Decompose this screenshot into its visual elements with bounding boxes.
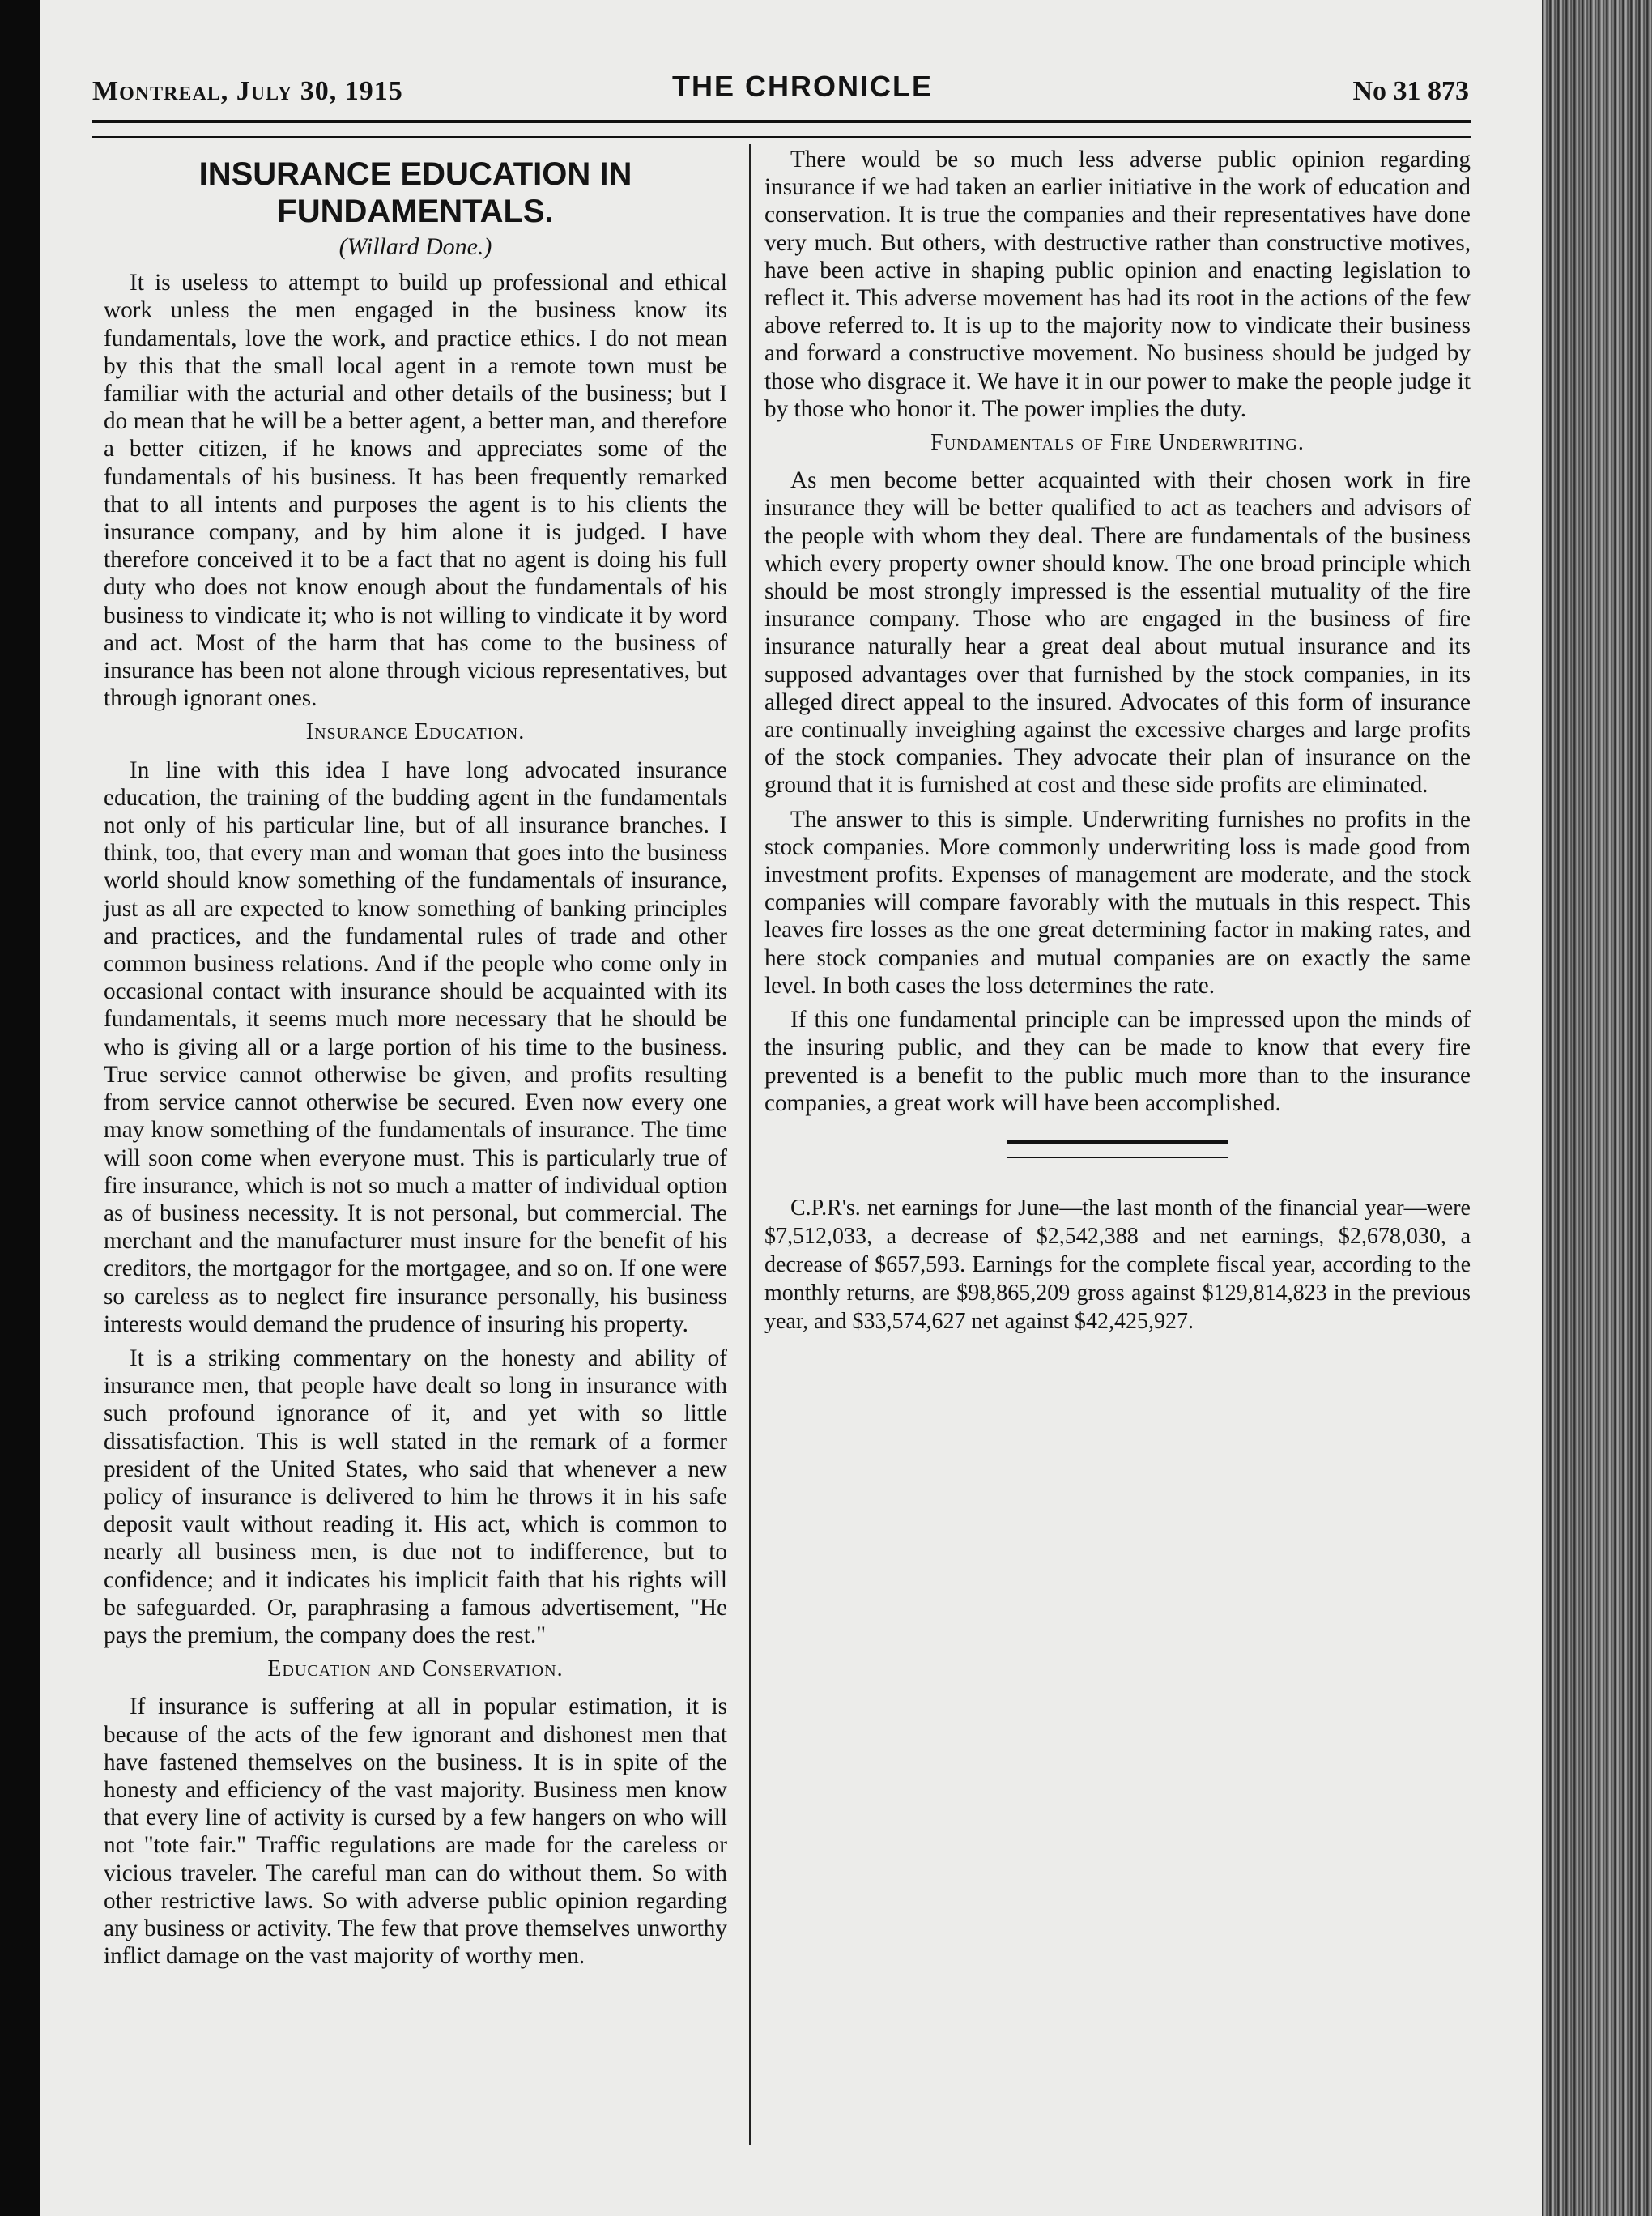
left-column xyxy=(104,146,727,1976)
article-paragraph: In line with this idea I have long advocated insurance education, the training of the budding agent in the fundamentals not only of his particular line, but of all insurance branches. I think, too, that every man and woman that goes into the business world should know something of the fundamentals of insurance, just as all are expected to know something of banking principles and practices, and the fundamental rules of trade and other common business relations. And if the people who come only in occasional contact with insurance should be acquainted with its fundamentals, it seems much more necessary that he should be who is giving all or a large portion of his time to the business. True service cannot otherwise be given, and profits resulting from service cannot otherwise be secured. Even now every one may know something of the fundamentals of insurance. The time will soon come when everyone must. This is particularly true of fire insurance, which is not so much a matter of individual option as of business necessity. It is not personal, but commercial. The merchant and the manufacturer must insure for the benefit of his creditors, the mortgagor for the mortgagee, and so on. If one were so careless as to neglect fire insurance personally, his business interests would demand the prudence of insuring his property. xyxy=(104,756,727,1337)
header-dateline: Montreal, July 30, 1915 xyxy=(92,76,403,106)
article-paragraph: There would be so much less adverse public opinion regarding insurance if we had taken an earlier initiative in the work of education and conservation. It is true the companies and their representatives have done very much. But others, with destructive rather than constructive motives, have been active in shaping public opinion and enacting legislation to reflect it. This adverse movement has had its root in the actions of the few above referred to. It is up to the majority now to vindicate their business and forward a constructive movement. No business should be judged by those who disgrace it. We have it in our power to make the people judge it by those who honor it. The power implies the duty. xyxy=(764,147,1471,422)
publication-title: THE CHRONICLE xyxy=(672,70,933,103)
news-item-text: C.P.R's. net earnings for June—the last month of the financial year—were $7,512,033, a decrease of $2,542,388 and net earnings, $2,678,030, a decrease of $657,593. Earnings for the complete fiscal year, according to the monthly returns, are $98,865,209 gross against $129,814,823 in the previous year, and $33,574,627 net against $42,425,927. xyxy=(764,1195,1471,1334)
article-intro-paragraph: It is useless to attempt to build up professional and ethical work unless the men engaged in the business know its fundamentals, love the work, and practice ethics. I do not mean by this that the small local agent in a remote town must be familiar with the acturial and other details of the business; but I do mean that he will be a better agent, a better man, and therefore a better citizen, if he knows and appreciates some of the fundamentals of his business. It has been frequently remarked that to all intents and purposes the agent is to his clients the insurance company, and by him alone it is judged. I have therefore conceived it to be a fact that no agent is doing his full duty who does not know enough about the fundamentals of his business to vindicate it; who is not willing to vindicate it by word and act. Most of the harm that has come to the business of insurance has been not alone through vicious representatives, but through ignorant ones. xyxy=(104,270,727,712)
article-title: INSURANCE EDUCATION IN FUNDAMENTALS. xyxy=(198,156,632,229)
header-double-rule xyxy=(92,120,1471,138)
column-divider xyxy=(749,144,751,2145)
right-column xyxy=(764,146,1471,1342)
article-byline: (Willard Done.) xyxy=(338,233,492,260)
article-paragraph: The answer to this is simple. Underwriting furnishes no profits in the stock companies. More commonly underwriting loss is made good from investment profits. Expenses of management are moderate, and the stock companies will compare favorably with the mutuals in this respect. This leaves fire losses as the one great determining factor in making rates, and here stock companies and mutual companies are on exactly the same level. In both cases the loss determines the rate. xyxy=(764,806,1471,999)
section-separator-rule xyxy=(1007,1140,1228,1158)
section-heading-education-conservation: Education and Conservation. xyxy=(267,1656,564,1682)
article-paragraph: If insurance is suffering at all in popular estimation, it is because of the acts of the few ignorant and dishonest men that have fastened themselves on the business. It is in spite of the honesty and efficiency of the vast majority. Business men know that every line of activity is cursed by a few hangers on who will not "tote fair." Traffic regulations are made for the careless or vicious traveler. The careful man can do without them. So with other restrictive laws. So with adverse public opinion regarding any business or activity. The few that prove themselves unworthy inflict damage on the vast majority of worthy men. xyxy=(104,1694,727,1970)
issue-page-number: No 31 873 xyxy=(1352,76,1469,106)
newspaper-page xyxy=(40,0,1548,2216)
page-edge xyxy=(1542,0,1652,2216)
article-paragraph: If this one fundamental principle can be impressed upon the minds of the insuring public, and they can be made to know that every fire prevented is a benefit to the public much more than to the insurance companies, a great work will have been accomplished. xyxy=(764,1007,1471,1116)
news-item xyxy=(764,1194,1471,1336)
article-paragraph: As men become better acquainted with their chosen work in fire insurance they will be better qualified to act as teachers and advisors of the people with whom they deal. There are fundamentals of the business which every property owner should know. The one broad principle which should be most strongly impressed is the essential mutuality of the fire insurance company. Those who are engaged in the business of fire insurance naturally hear a great deal about mutual insurance and its supposed advantages over that furnished by the stock companies, in its alleged direct appeal to the insured. Advocates of this form of insurance are continually inveighing against the excessive charges and large profits of the stock companies. They advocate their plan of insurance on the ground that it is furnished at cost and these side profits are eliminated. xyxy=(764,467,1471,799)
article-paragraph: It is a striking commentary on the honesty and ability of insurance men, that people have dealt so long in insurance with such profound ignorance of it, and yet with so little dissatisfaction. This is well stated in the remark of a former president of the United States, who said that whenever a new policy of insurance is delivered to him he throws it in his safe deposit vault without reading it. His act, which is common to nearly all business men, is due not to indifference, but to confidence; and it indicates his implicit faith that his rights will be safeguarded. Or, paraphrasing a famous advertisement, "He pays the premium, the company does the rest." xyxy=(104,1345,727,1648)
section-heading-insurance-education: Insurance Education. xyxy=(305,719,526,745)
page-header xyxy=(92,70,1469,110)
section-heading-fire-underwriting: Fundamentals of Fire Underwriting. xyxy=(930,430,1305,456)
